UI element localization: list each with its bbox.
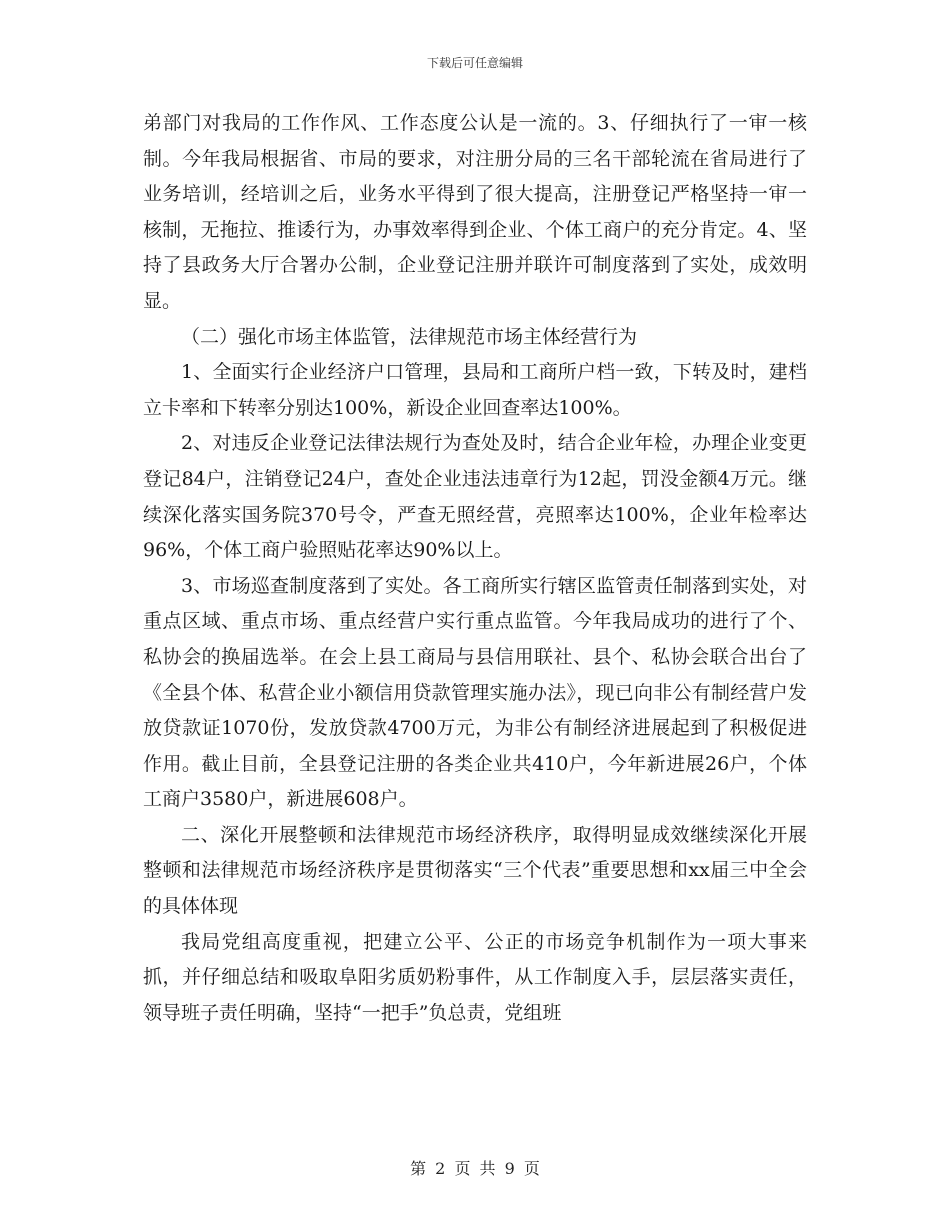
section-heading-2: 二、深化开展整顿和法律规范市场经济秩序，取得明显成效继续深化开展整顿和法律规范市场经济秩序是贯彻落实“三个代表”重要思想和xx届三中全会的具体体现 xyxy=(143,823,807,918)
paragraph-item-2: 2、对违反企业登记法律法规行为查处及时，结合企业年检，办理企业变更登记84户，注销登记24户，查处企业违法违章行为12起，罚没金额4万元。继续深化落实国务院370号令，严查无照经营，亮照率达100%，企业年检率达96%，个体工商户验照贴花率达90%以上。 xyxy=(143,432,807,562)
paragraph-final: 我局党组高度重视，把建立公平、公正的市场竞争机制作为一项大事来抓，并仔细总结和吸取阜阳劣质奶粉事件，从工作制度入手，层层落实责任，领导班子责任明确，坚持“一把手”负总责，党组班 xyxy=(143,930,807,1024)
page-number: 第 2 页 共 9 页 xyxy=(410,1159,540,1178)
section-heading: （二）强化市场主体监管，法律规范市场主体经营行为 xyxy=(181,325,638,348)
paragraph-item-1: 1、全面实行企业经济户口管理，县局和工商所户档一致，下转及时，建档立卡率和下转率分别达100%，新设企业回查率达100%。 xyxy=(143,361,807,419)
page-header: 下载后可任意编辑 xyxy=(426,56,523,70)
document-body xyxy=(143,106,807,1031)
paragraph-continued: 弟部门对我局的工作作风、工作态度公认是一流的。3、仔细执行了一审一核制。今年我局根据省、市局的要求，对注册分局的三名干部轮流在省局进行了业务培训，经培训之后，业务水平得到了很大提高，注册登记严格坚持一审一核制，无拖拉、推诿行为，办事效率得到企业、个体工商户的充分肯定。4、坚持了县政务大厅合署办公制，企业登记注册并联许可制度落到了实处，成效明显。 xyxy=(143,112,807,312)
paragraph-item-3: 3、市场巡查制度落到了实处。各工商所实行辖区监管责任制落到实处，对重点区域、重点市场、重点经营户实行重点监管。今年我局成功的进行了个、私协会的换届选举。在会上县工商局与县信用联社、县个、私协会联合出台了《全县个体、私营企业小额信用贷款管理实施办法》，现已向非公有制经营户发放贷款证1070份，发放贷款4700万元，为非公有制经济进展起到了积极促进作用。截止目前，全县登记注册的各类企业共410户，今年新进展26户，个体工商户3580户，新进展608户。 xyxy=(143,574,807,811)
